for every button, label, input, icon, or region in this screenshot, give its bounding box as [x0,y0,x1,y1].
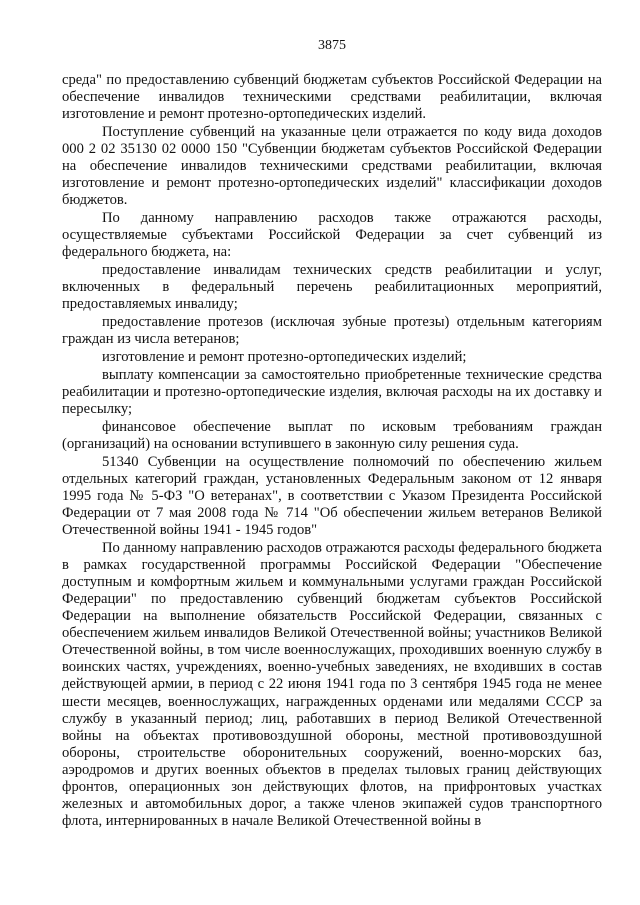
paragraph: выплату компенсации за самостоятельно приобретенные технические средства реабилитации и протезно-ортопедические изделия, включая расходы на их доставку и пересылку; [62,366,602,417]
page-number: 3875 [318,38,346,53]
paragraph: предоставление протезов (исключая зубные протезы) отдельным категориям граждан из числа ветеранов; [62,314,602,348]
paragraph: Поступление субвенций на указанные цели отражается по коду вида доходов 000 2 02 35130 02 0000 150 "Субвенции бюджетам субъектов Российской Федерации на обеспечение инвалидов техническими средствами реабилитации, включая изготовление и ремонт протезно-ортопедических изделий" классификации доходов бюджетов. [62,123,602,209]
paragraph: По данному направлению расходов отражаются расходы федерального бюджета в рамках государственной программы Российской Федерации "Обеспечение доступным и комфортным жильем и коммунальными услугами граждан Российской Федерации" по предоставлению субвенций бюджетам субъектов Российской Федерации на выполнение обязательств Российской Федерации, связанных с обеспечением жильем инвалидов Великой Отечественной войны; участников Великой Отечественной войны, в том числе военнослужащих, проходивших военную службу в воинских частях, учреждениях, военно-учебных заведениях, не входивших в состав действующей армии, в период с 22 июня 1941 года по 3 сентября 1945 года не менее шести месяцев, военнослужащих, награжденных орденами или медалями СССР за службу в указанный период; лиц, работавших в период Великой Отечественной войны на объектах противовоздушной обороны, местной противовоздушной обороны, строительстве оборонительных сооружений, военно-морских баз, аэродромов и других военных объектов в пределах тыловых границ действующих фронтов, операционных зон действующих флотов, на прифронтовых участках железных и автомобильных дорог, а также членов экипажей судов транспортного флота, интернированных в начале Великой Отечественной войны в [62,539,602,830]
paragraph: По данному направлению расходов также отражаются расходы, осуществляемые субъектами Российской Федерации за счет субвенций из федерального бюджета, на: [62,210,602,261]
paragraph: финансовое обеспечение выплат по исковым требованиям граждан (организаций) на основании вступившего в законную силу решения суда. [62,418,602,452]
paragraph: предоставление инвалидам технических средств реабилитации и услуг, включенных в федеральный перечень реабилитационных мероприятий, предоставляемых инвалиду; [62,262,602,313]
document-body [62,72,602,831]
paragraph: среда" по предоставлению субвенций бюджетам субъектов Российской Федерации на обеспечение инвалидов техническими средствами реабилитации, включая изготовление и ремонт протезно-ортопедических изделий. [62,72,602,123]
paragraph: 51340 Субвенции на осуществление полномочий по обеспечению жильем отдельных категорий граждан, установленных Федеральным законом от 12 января 1995 года № 5-ФЗ "О ветеранах", в соответствии с Указом Президента Российской Федерации от 7 мая 2008 года № 714 "Об обеспечении жильем ветеранов Великой Отечественной войны 1941 - 1945 годов" [62,453,602,538]
paragraph: изготовление и ремонт протезно-ортопедических изделий; [102,348,467,365]
